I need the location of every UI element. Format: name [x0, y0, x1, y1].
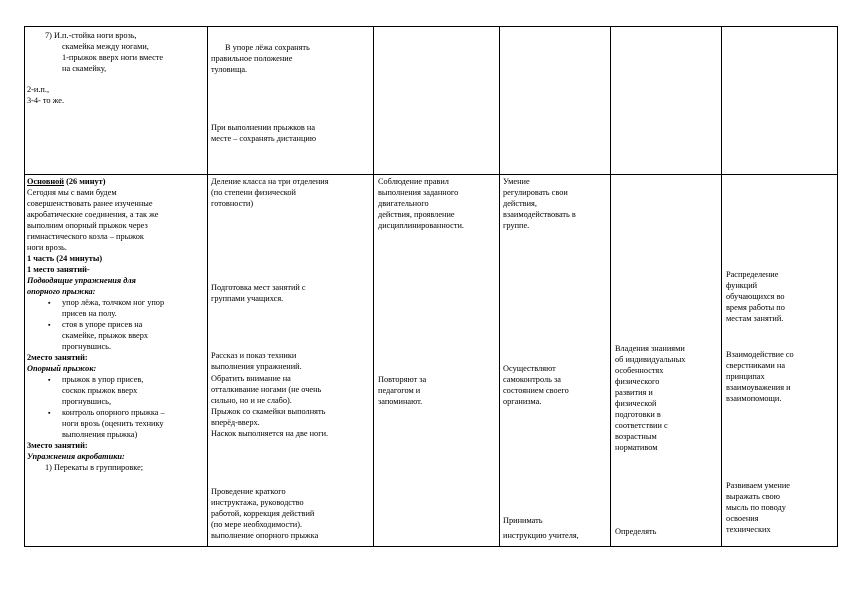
- teacher-activity-line: Проведение краткого: [211, 487, 286, 496]
- teacher-activity-line: группами учащихся.: [211, 294, 284, 303]
- lead-exercises-title: опорного прыжка:: [27, 287, 96, 296]
- teacher-activity-line: Наскок выполняется на две ноги.: [211, 429, 329, 438]
- personal-line: возрастным: [615, 432, 657, 441]
- place-1-heading: 1 место занятий-: [27, 265, 90, 274]
- student-activity-line: двигательного: [378, 199, 429, 208]
- teacher-activity-line: Рассказ и показ техники: [211, 351, 297, 360]
- communicative-line: время работы по: [726, 303, 785, 312]
- part-1-heading: 1 часть (24 минуты): [27, 254, 103, 263]
- teacher-activity-line: выполнения упражнений.: [211, 362, 302, 371]
- exercise-7-line: на скамейку,: [62, 64, 107, 73]
- teacher-activity-line: Обратить внимание на: [211, 374, 291, 383]
- personal-line: Определять: [615, 527, 657, 536]
- student-activity-line: педагогом и: [378, 386, 421, 395]
- personal-line: физической: [615, 399, 657, 408]
- list-item: выполнения прыжка): [62, 430, 138, 439]
- bullet-icon: ▪: [48, 299, 51, 307]
- personal-line: Владения знаниями: [615, 344, 685, 353]
- intro-line: гимнастического козла – прыжок: [27, 232, 144, 241]
- communicative-line: взаимопомощи.: [726, 394, 782, 403]
- list-item: прогнувшись,: [62, 397, 112, 406]
- list-item: присев на полу.: [62, 309, 117, 318]
- regulative-line: Умение: [503, 177, 530, 186]
- column-line: [721, 26, 722, 546]
- row1-note-line: правильное положение: [211, 54, 293, 63]
- table-bottom-border: [24, 546, 838, 547]
- teacher-activity-line: готовности): [211, 199, 254, 208]
- teacher-activity-line: Деление класса на три отделения: [211, 177, 329, 186]
- teacher-activity-line: отталкивание ногами (не очень: [211, 385, 322, 394]
- personal-line: особенностях: [615, 366, 664, 375]
- communicative-line: местам занятий.: [726, 314, 784, 323]
- exercise-7-line: 1-прыжок вверх ноги вместе: [62, 53, 164, 62]
- list-item: ноги врозь (оценить технику: [62, 419, 164, 428]
- intro-line: выполним опорный прыжок через: [27, 221, 148, 230]
- communicative-line: взаимоуважения и: [726, 383, 791, 392]
- vault-title: Опорный прыжок:: [27, 364, 97, 373]
- column-line: [837, 26, 838, 546]
- exercise-7-line: 3-4- то же.: [27, 96, 65, 105]
- list-item: прогнувшись.: [62, 342, 112, 351]
- regulative-line: инструкцию учителя,: [503, 531, 579, 540]
- intro-line: ноги врозь.: [27, 243, 67, 252]
- communicative-line: сверстниками на: [726, 361, 786, 370]
- row1-note-line: При выполнении прыжков на: [211, 123, 316, 132]
- teacher-activity-line: сильно, но и не слабо).: [211, 396, 292, 405]
- regulative-line: действия,: [503, 199, 537, 208]
- student-activity-line: действия, проявление: [378, 210, 455, 219]
- regulative-line: взаимодействовать в: [503, 210, 576, 219]
- list-item: контроль опорного прыжка –: [62, 408, 165, 417]
- personal-line: физического: [615, 377, 660, 386]
- teacher-activity-line: выполнение опорного прыжка: [211, 531, 319, 540]
- teacher-activity-line: Прыжок со скамейки выполнять: [211, 407, 326, 416]
- communicative-line: выражать свою: [726, 492, 780, 501]
- exercise-7-line: скамейка между ногами,: [62, 42, 149, 51]
- student-activity-line: Повторяют за: [378, 375, 427, 384]
- row-divider: [24, 174, 838, 175]
- table-top-border: [24, 26, 838, 27]
- student-activity-line: запоминают.: [378, 397, 423, 406]
- teacher-activity-line: (по степени физической: [211, 188, 296, 197]
- place-2-heading: 2место занятий:: [27, 353, 88, 362]
- column-line: [499, 26, 500, 546]
- regulative-line: Осуществляют: [503, 364, 556, 373]
- student-activity-line: Соблюдение правил: [378, 177, 449, 186]
- personal-line: нормативом: [615, 443, 658, 452]
- regulative-line: организма.: [503, 397, 542, 406]
- regulative-line: регулировать свои: [503, 188, 568, 197]
- communicative-line: освоения: [726, 514, 759, 523]
- intro-line: совершенствовать ранее изученные: [27, 199, 153, 208]
- regulative-line: группе.: [503, 221, 530, 230]
- column-line: [207, 26, 208, 546]
- row1-note-line: месте – сохранять дистанцию: [211, 134, 317, 143]
- communicative-line: Взаимодействие со: [726, 350, 794, 359]
- list-item: соскок прыжок вверх: [62, 386, 138, 395]
- regulative-line: Принимать: [503, 516, 543, 525]
- communicative-line: технических: [726, 525, 771, 534]
- personal-line: развития и: [615, 388, 653, 397]
- student-activity-line: дисциплинированности.: [378, 221, 464, 230]
- teacher-activity-line: работой, коррекция действий: [211, 509, 315, 518]
- intro-line: акробатические соединения, а так же: [27, 210, 159, 219]
- exercise-7-line: 2-и.п.,: [27, 85, 50, 94]
- personal-line: об индивидуальных: [615, 355, 686, 364]
- teacher-activity-line: инструктажа, руководство: [211, 498, 304, 507]
- personal-line: подготовки в: [615, 410, 661, 419]
- communicative-line: принципах: [726, 372, 765, 381]
- communicative-line: обучающихся во: [726, 292, 785, 301]
- acrobatics-title: Упражнения акробатики:: [27, 452, 125, 461]
- main-part-label: Основной: [27, 177, 65, 186]
- student-activity-line: выполнения заданного: [378, 188, 459, 197]
- regulative-line: состоянием своего: [503, 386, 569, 395]
- communicative-line: Распределение: [726, 270, 779, 279]
- teacher-activity-line: Подготовка мест занятий с: [211, 283, 306, 292]
- teacher-activity-line: (по мере необходимости).: [211, 520, 303, 529]
- column-line: [373, 26, 374, 546]
- intro-line: Сегодня мы с вами будем: [27, 188, 117, 197]
- main-part-duration: (26 минут): [64, 177, 106, 186]
- bullet-icon: ▪: [48, 376, 51, 384]
- bullet-icon: ▪: [48, 409, 51, 417]
- column-line: [610, 26, 611, 546]
- lead-exercises-title: Подводящие упражнения для: [27, 276, 136, 285]
- list-item: прыжок в упор присев,: [62, 375, 144, 384]
- regulative-line: самоконтроль за: [503, 375, 561, 384]
- place-3-heading: 3место занятий:: [27, 441, 88, 450]
- exercise-7-title: 7) И.п.-стойка ноги врозь,: [45, 31, 137, 40]
- main-part-heading: [27, 177, 105, 188]
- personal-line: соответствии с: [615, 421, 668, 430]
- column-line: [24, 26, 25, 546]
- communicative-line: Развиваем умение: [726, 481, 790, 490]
- list-item: стоя в упоре присев на: [62, 320, 143, 329]
- communicative-line: функций: [726, 281, 758, 290]
- acrobatics-item-1: 1) Перекаты в группировке;: [45, 463, 144, 472]
- list-item: упор лёжа, толчком ног упор: [62, 298, 165, 307]
- list-item: скамейке, прыжок вверх: [62, 331, 149, 340]
- teacher-activity-line: вперёд-вверх.: [211, 418, 260, 427]
- row1-note-line: В упоре лёжа сохранять: [225, 43, 310, 52]
- communicative-line: мысль по поводу: [726, 503, 786, 512]
- row1-note-line: туловища.: [211, 65, 248, 74]
- bullet-icon: ▪: [48, 321, 51, 329]
